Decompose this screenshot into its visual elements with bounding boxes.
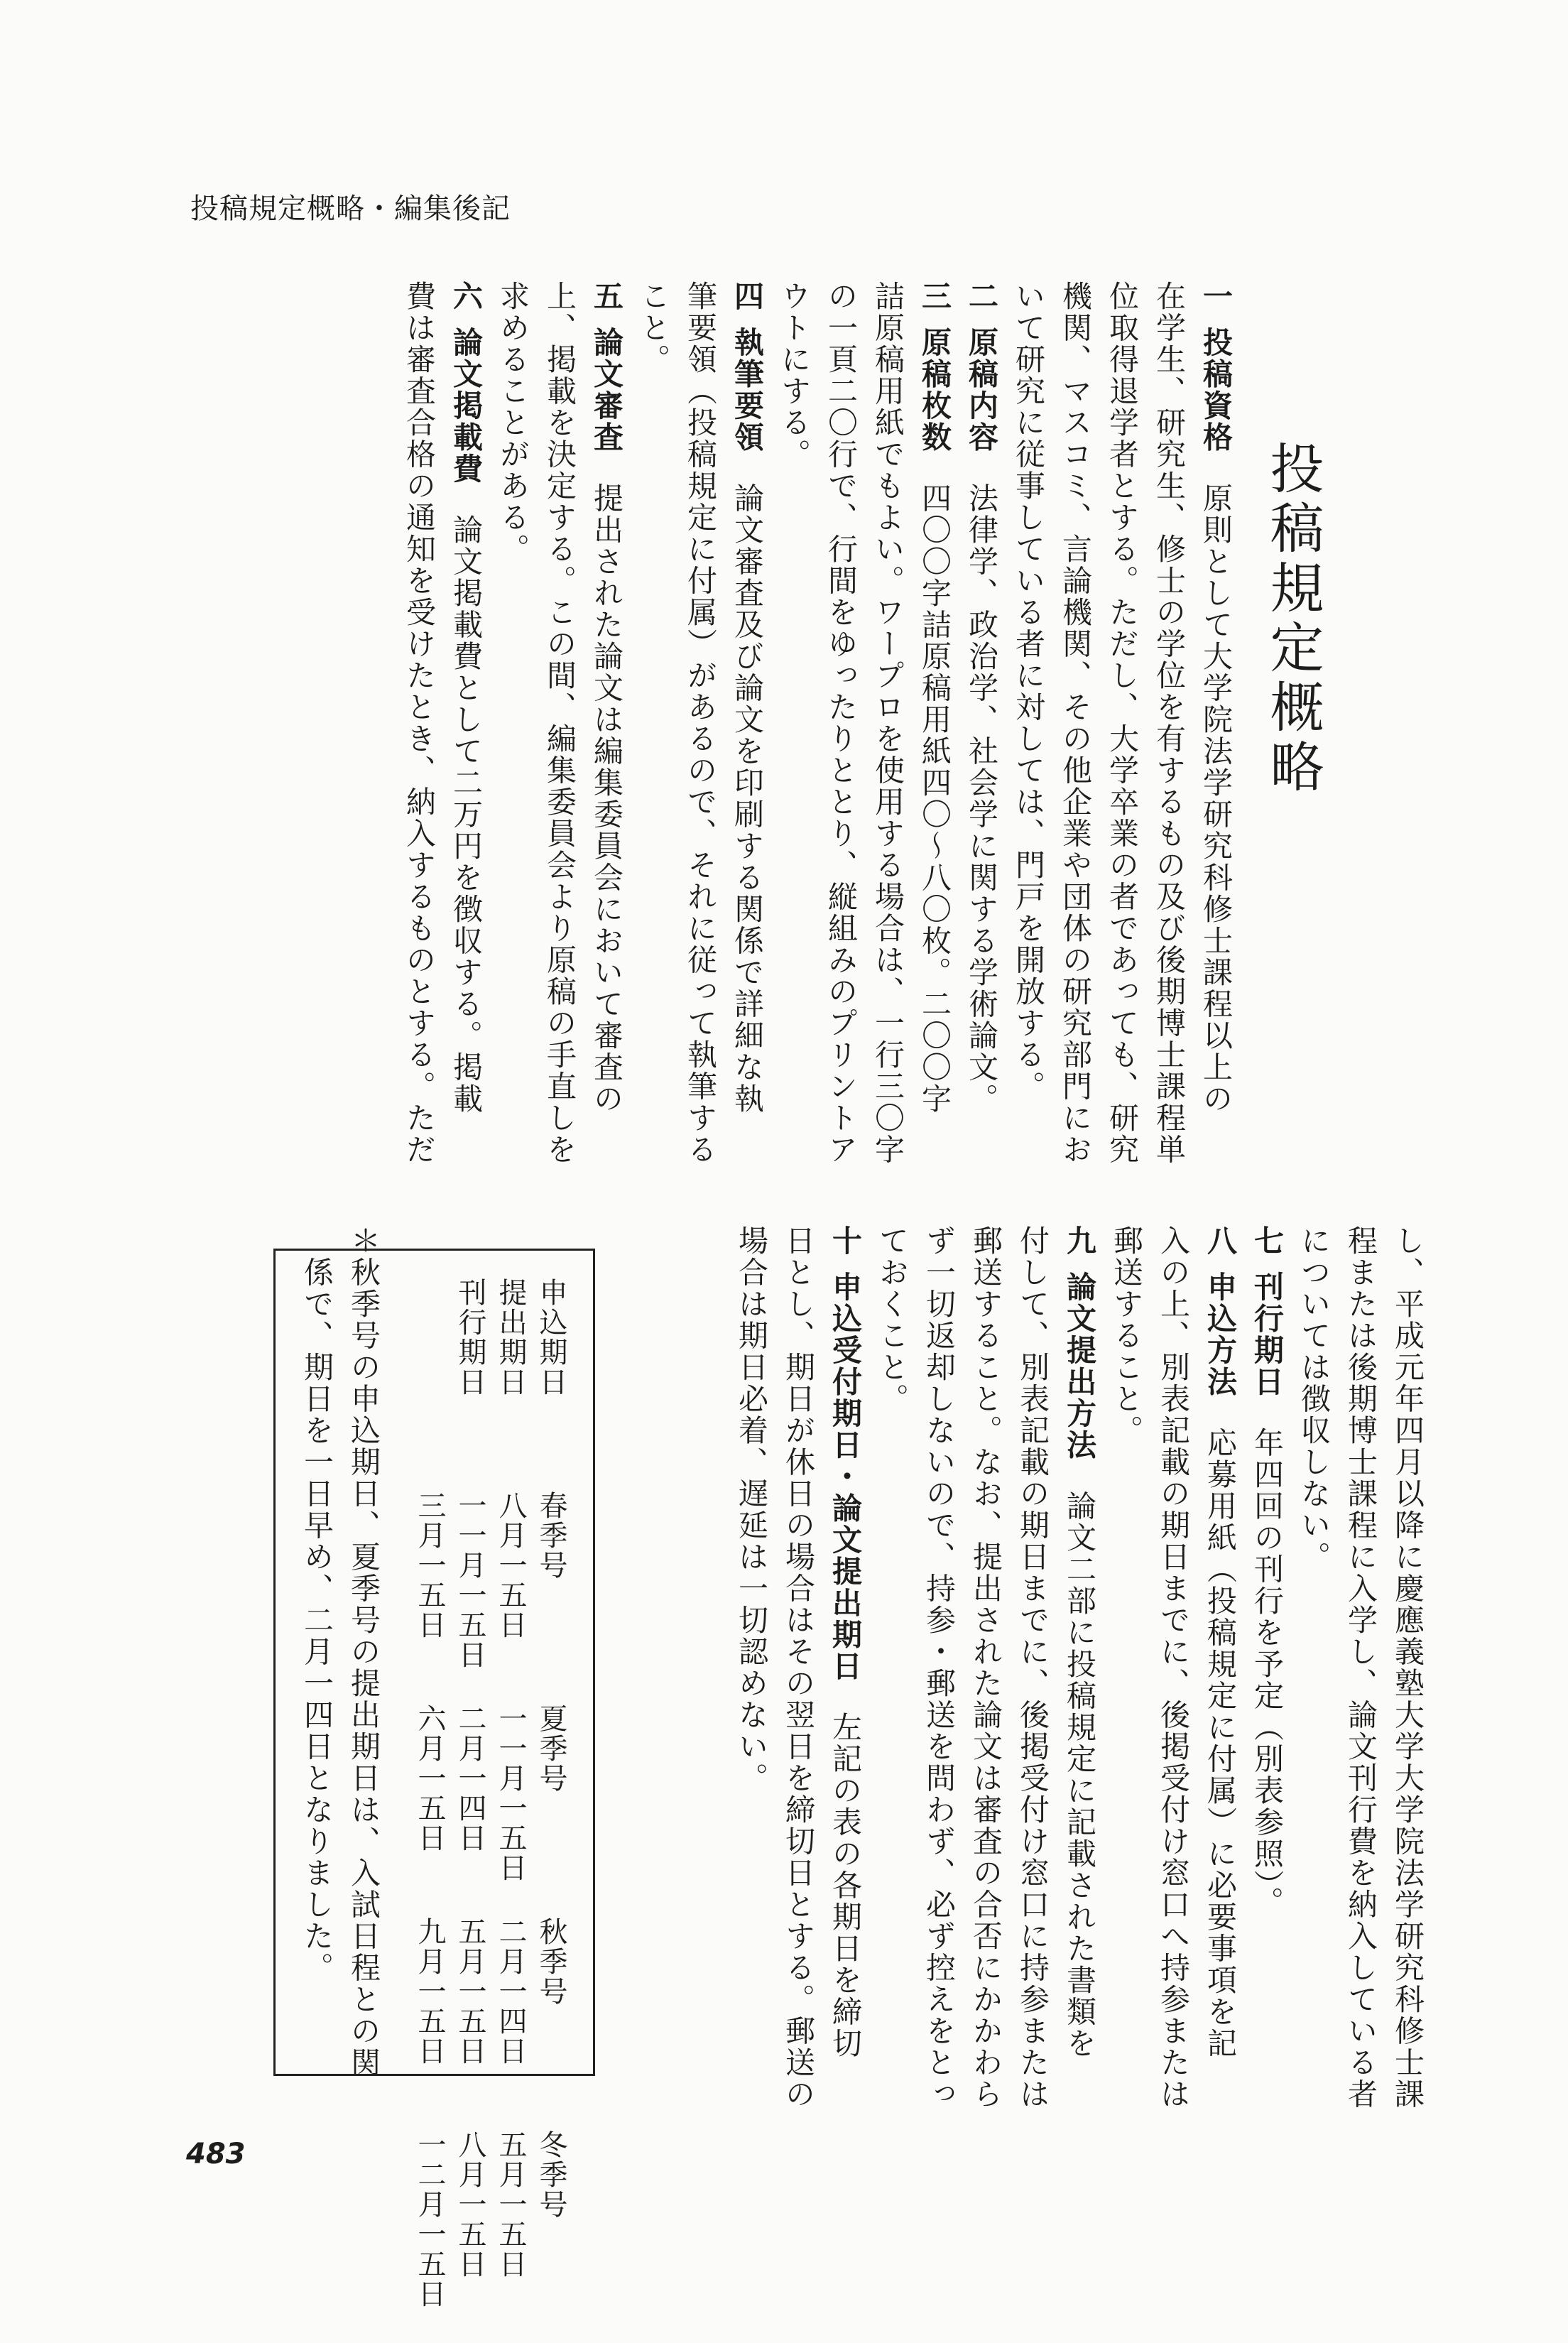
text-line — [442, 281, 489, 1175]
clause-text: 上、掲載を決定する。この間、編集委員会より原稿の手直しを — [543, 281, 577, 1165]
running-head: 投稿規定概略・編集後記 — [190, 192, 511, 225]
schedule-cell: 三月一五日 — [413, 1491, 446, 1640]
clause-heading: 申込方法 — [1203, 1271, 1238, 1398]
clause-text: 在学生、研究生、修士の学位を有するもの及び後期博士課程単 — [1152, 281, 1187, 1165]
text-line — [915, 1225, 962, 2134]
schedule-cell: 一一月一五日 — [494, 1704, 527, 1883]
text-line — [864, 281, 911, 1175]
clause-number: 四 — [730, 281, 765, 312]
clause-text: 筆要領（投稿規定に付属）があるので、それに従って執筆する — [683, 281, 718, 1165]
clause-text: 法律学、政治学、社会学に関する学術論文。 — [964, 482, 999, 1115]
clause-number: 八 — [1203, 1225, 1238, 1257]
page-number: 483 — [186, 2138, 246, 2170]
clause-text: 求めることがある。 — [496, 281, 530, 565]
clause-text: し、平成元年四月以降に慶應義塾大学大学院法学研究科修士課 — [1390, 1225, 1425, 2110]
clause-text: いて研究に従事している者に対しては、門戸を開放する。 — [1011, 281, 1046, 1102]
text-line — [489, 281, 536, 1175]
clause-number: 九 — [1062, 1225, 1097, 1257]
clause-heading: 刊行期日 — [1250, 1271, 1285, 1398]
schedule-cell: 五月一五日 — [494, 2130, 527, 2279]
text-line — [583, 281, 630, 1175]
text-line — [1056, 1225, 1103, 2134]
clause-heading: 申込受付期日・論文提出期日 — [828, 1271, 863, 1682]
clause-text: ウトにする。 — [777, 281, 812, 470]
clause-text: 原則として大学院法学研究科修士課程以上の — [1199, 482, 1234, 1115]
clause-text: 郵送すること。なお、提出された論文は審査の合否にかかわら — [969, 1225, 1003, 2110]
clause-number: 三 — [918, 281, 952, 312]
clause-text: 四〇〇字詰原稿用紙四〇～八〇枚。二〇〇字 — [918, 482, 952, 1115]
text-line — [536, 281, 583, 1175]
clause-number: 十 — [828, 1225, 863, 1257]
upper-section — [146, 281, 1239, 1175]
clause-text: 位取得退学者とする。ただし、大学卒業の者であっても、研究 — [1105, 281, 1140, 1165]
clause-text: については徴収しない。 — [1297, 1225, 1332, 1573]
text-line — [771, 281, 817, 1175]
text-line — [1243, 1225, 1290, 2134]
text-line — [1052, 281, 1099, 1175]
clause-text: 年四回の刊行を予定（別表参照）。 — [1250, 1427, 1285, 1918]
schedule-cell: 夏季号 — [535, 1704, 567, 1793]
clause-text: 提出された論文は編集委員会において審査の — [589, 482, 624, 1115]
schedule-table — [413, 1278, 572, 2343]
clause-text: 付して、別表記載の期日までに、後掲受付け窓口に持参または — [1016, 1225, 1050, 2110]
clause-text: 入の上、別表記載の期日までに、後掲受付け窓口へ持参または — [1156, 1225, 1191, 2110]
clause-heading: 原稿枚数 — [918, 326, 952, 453]
clause-text: 場合は期日必着、遅延は一切認めない。 — [734, 1225, 769, 1794]
clause-text: 応募用紙（投稿規定に付属）に必要事項を記 — [1203, 1427, 1238, 2060]
clause-heading: 論文審査 — [589, 326, 624, 453]
clause-text: 機関、マスコミ、言論機関、その他企業や団体の研究部門にお — [1058, 281, 1093, 1165]
clause-heading: 原稿内容 — [964, 326, 999, 453]
text-line — [869, 1225, 915, 2134]
text-line — [1145, 281, 1192, 1175]
text-line — [1290, 1225, 1337, 2134]
schedule-row — [413, 2130, 572, 2343]
schedule-cell: 冬季号 — [535, 2130, 567, 2219]
clause-text: こと。 — [636, 281, 671, 376]
clause-text: 論文掲載費として二万円を徴収する。掲載 — [449, 514, 484, 1115]
text-line — [962, 1225, 1009, 2134]
text-line — [1150, 1225, 1197, 2134]
schedule-cell: 五月一五日 — [454, 1917, 486, 2066]
text-line — [1103, 1225, 1150, 2134]
schedule-cell: 一二月一五日 — [413, 2130, 446, 2309]
schedule-cell: 八月一五日 — [454, 2130, 486, 2279]
clause-heading: 論文提出方法 — [1062, 1271, 1097, 1461]
schedule-cell: 八月一五日 — [494, 1491, 527, 1640]
clause-text: 郵送すること。 — [1109, 1225, 1144, 1447]
schedule-cell: 九月一五日 — [413, 1917, 446, 2066]
schedule-cell: 二月一四日 — [454, 1704, 486, 1853]
clause-heading: 論文掲載費 — [449, 326, 484, 484]
clause-heading: 執筆要領 — [730, 326, 765, 453]
schedule-cell: 一一月一五日 — [454, 1491, 486, 1670]
text-line — [958, 281, 1005, 1175]
text-line — [724, 281, 771, 1175]
clause-text: 程または後期博士課程に入学し、論文刊行費を納入している者 — [1344, 1225, 1378, 2110]
clause-number: 七 — [1250, 1225, 1285, 1257]
clause-text: 論文審査及び論文を印刷する関係で詳細な執 — [730, 482, 765, 1115]
clause-text: の一頁二〇行で、行間をゆったりととり、縦組みのプリントア — [824, 281, 859, 1165]
schedule-cell: 六月一五日 — [413, 1704, 446, 1853]
clause-text: 左記の表の各期日を締切 — [828, 1712, 863, 2060]
schedule-row — [413, 1704, 572, 1917]
schedule-cell: 二月一四日 — [494, 1917, 527, 2066]
note-mark: ＊ — [347, 1225, 381, 1257]
page-title: 投稿規定概略 — [1261, 440, 1324, 798]
text-line — [1099, 281, 1145, 1175]
clause-text: 詰原稿用紙でもよい。ワープロを使用する場合は、一行三〇字 — [871, 281, 905, 1165]
clause-number: 五 — [589, 281, 624, 312]
clause-text: ず一切返却しないので、持参・郵送を問わず、必ず控えをとっ — [922, 1225, 957, 2110]
schedule-row — [413, 1917, 572, 2130]
text-line — [775, 1225, 822, 2134]
text-line — [396, 281, 442, 1175]
schedule-header-cell: 提出期日 — [494, 1278, 527, 1397]
clause-text: 費は審査合格の通知を受けたとき、納入するものとする。ただ — [402, 281, 437, 1165]
schedule-header-cell: 申込期日 — [535, 1278, 567, 1397]
text-line — [817, 281, 864, 1175]
schedule-cell: 秋季号 — [535, 1917, 567, 2006]
schedule-cell: 春季号 — [535, 1491, 567, 1580]
text-line — [1337, 1225, 1384, 2134]
clause-number: 一 — [1199, 281, 1234, 312]
schedule-header-row — [454, 1278, 572, 1491]
clause-text: ておくこと。 — [875, 1225, 910, 1415]
text-line — [1005, 281, 1052, 1175]
clause-number: 六 — [449, 281, 484, 312]
text-line — [822, 1225, 869, 2134]
text-line — [1192, 281, 1239, 1175]
schedule-table-box — [273, 1249, 595, 2309]
note-text: 係で、期日を一日早め、二月一四日となりました。 — [300, 1256, 334, 1984]
clause-number: 二 — [964, 281, 999, 312]
text-line — [1197, 1225, 1243, 2134]
text-line — [677, 281, 724, 1175]
text-line — [630, 281, 677, 1175]
clause-text: 論文二部に投稿規定に記載された書類を — [1062, 1490, 1097, 2060]
clause-heading: 投稿資格 — [1199, 326, 1234, 453]
clause-text: 日とし、期日が休日の場合はその翌日を締切日とする。郵送の — [781, 1225, 816, 2110]
text-line — [1009, 1225, 1056, 2134]
text-line — [911, 281, 958, 1175]
note-text: 秋季号の申込期日、夏季号の提出期日は、入試日程との関 — [347, 1256, 381, 2079]
text-line — [1384, 1225, 1431, 2134]
schedule-row — [413, 1491, 572, 1704]
text-line — [728, 1225, 775, 2134]
schedule-header-cell: 刊行期日 — [454, 1278, 486, 1397]
